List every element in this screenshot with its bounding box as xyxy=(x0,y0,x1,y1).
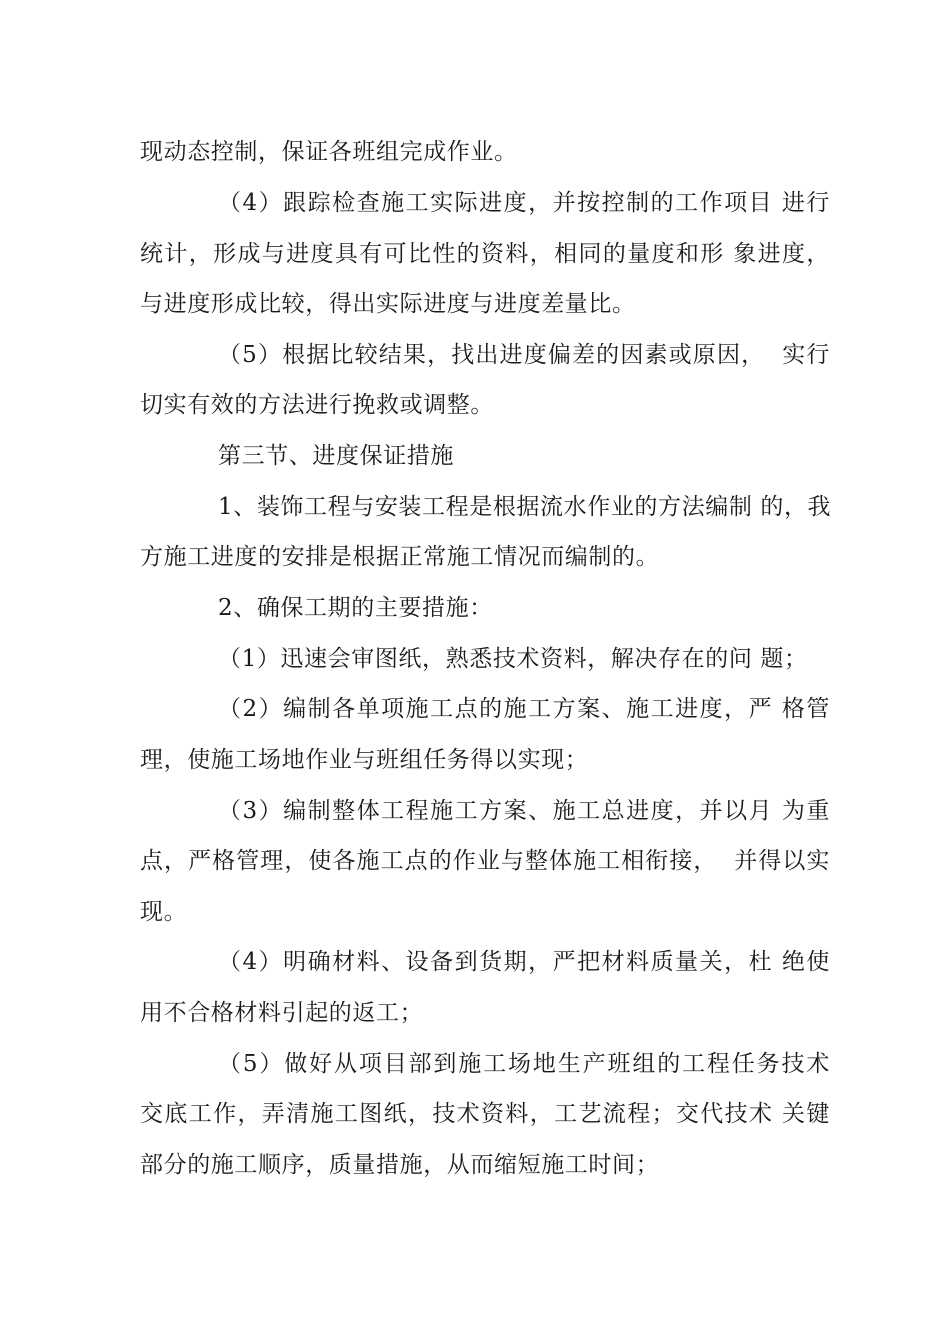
text-line: 现。 xyxy=(140,899,188,925)
text-line: 部分的施工顺序，质量措施，从而缩短施工时间； xyxy=(140,1152,660,1178)
text-line: 方施工进度的安排是根据正常施工情况而编制的。 xyxy=(140,544,660,570)
text-line: （4）明确材料、设备到货期，严把材料质量关，杜 绝使 xyxy=(218,949,830,975)
text-line: 理，使施工场地作业与班组任务得以实现； xyxy=(140,747,589,773)
text-line: （2）编制各单项施工点的施工方案、施工进度，严 格管 xyxy=(218,696,830,722)
text-line: 交底工作，弄清施工图纸，技术资料，工艺流程；交代技术 关键 xyxy=(140,1101,830,1127)
text-line: （4）跟踪检查施工实际进度，并按控制的工作项目 进行 xyxy=(218,190,830,216)
text-line: 点，严格管理，使各施工点的作业与整体施工相衔接， 并得以实 xyxy=(140,848,830,874)
text-line: 切实有效的方法进行挽救或调整。 xyxy=(140,392,494,418)
text-line: （5）根据比较结果，找出进度偏差的因素或原因， 实行 xyxy=(218,342,830,368)
text-line: （3）编制整体工程施工方案、施工总进度，并以月 为重 xyxy=(218,798,830,824)
text-line: （1）迅速会审图纸，熟悉技术资料，解决存在的问 题； xyxy=(218,646,808,672)
text-line: （5）做好从项目部到施工场地生产班组的工程任务技术 xyxy=(218,1051,830,1077)
text-line: 1、装饰工程与安装工程是根据流水作业的方法编制 的，我 xyxy=(218,494,832,520)
section-heading: 第三节、进度保证措施 xyxy=(218,443,454,469)
text-line: 现动态控制，保证各班组完成作业。 xyxy=(140,139,518,165)
text-line: 与进度形成比较，得出实际进度与进度差量比。 xyxy=(140,291,636,317)
text-line: 统计，形成与进度具有可比性的资料，相同的量度和形 象进度， xyxy=(140,241,830,267)
text-line: 2、确保工期的主要措施： xyxy=(218,595,493,621)
text-line: 用不合格材料引起的返工； xyxy=(140,1000,424,1026)
